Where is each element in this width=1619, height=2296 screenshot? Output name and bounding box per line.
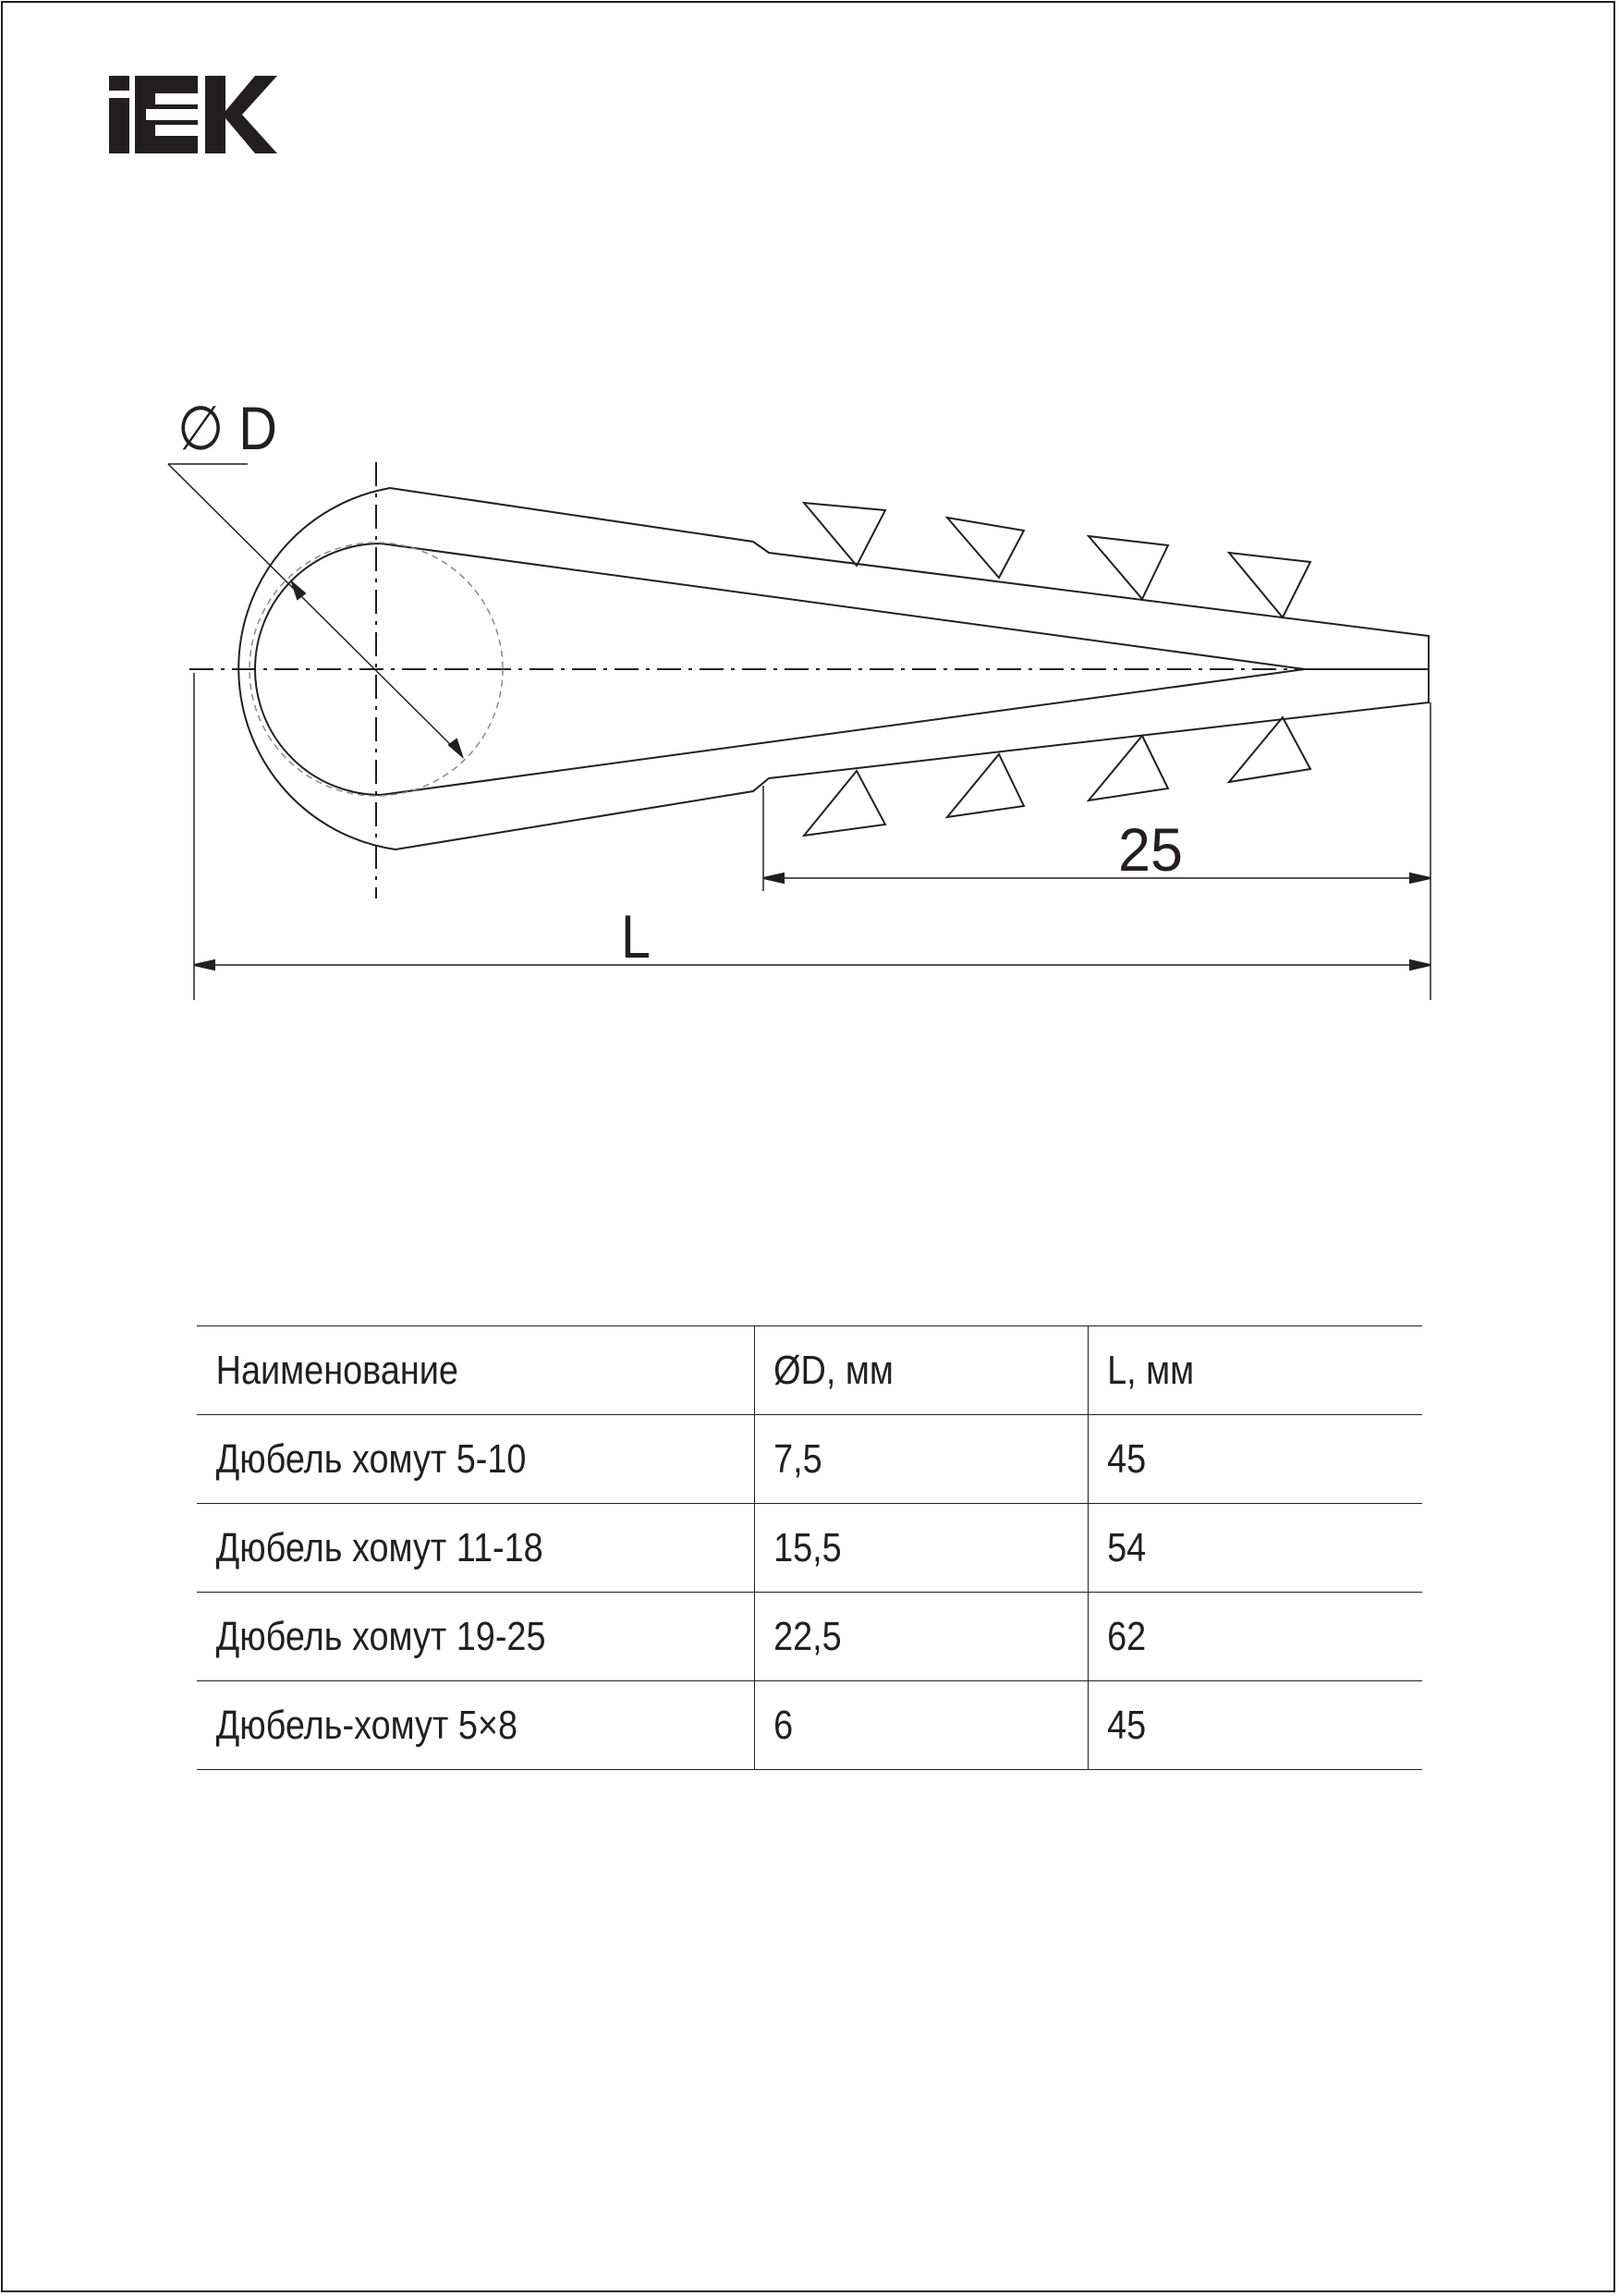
- barb-top-2: [947, 518, 1024, 578]
- table-header-row: [197, 1326, 1422, 1415]
- cell-length: 62: [1088, 1593, 1375, 1681]
- cell-diameter: 15,5: [754, 1504, 1041, 1593]
- grip-arrow-right: [1410, 873, 1430, 883]
- cell-name: Дюбель хомут 11-18: [197, 1504, 676, 1593]
- barb-bottom-4: [1229, 717, 1310, 782]
- header-diameter: ØD, мм: [754, 1326, 1041, 1415]
- dowel-clamp-drawing: [0, 0, 1619, 1035]
- header-length: L, мм: [1088, 1326, 1375, 1415]
- barb-top-4: [1229, 553, 1310, 617]
- barb-bottom-1: [804, 771, 885, 836]
- length-label: L: [621, 902, 651, 971]
- spec-table: [197, 1325, 1422, 1770]
- barb-bottom-3: [1089, 736, 1168, 800]
- barb-top-1: [804, 503, 885, 566]
- barb-bottom-2: [947, 754, 1024, 817]
- diameter-arrow-bottom: [449, 739, 462, 756]
- grip-length-label: 25: [1118, 815, 1183, 884]
- table-row: [197, 1681, 1422, 1770]
- barb-top-3: [1089, 536, 1168, 599]
- cell-length: 45: [1088, 1681, 1375, 1770]
- cell-diameter: 7,5: [754, 1415, 1041, 1504]
- length-arrow-left: [194, 960, 214, 970]
- grip-arrow-left: [763, 873, 784, 883]
- cell-diameter: 22,5: [754, 1593, 1041, 1681]
- cell-name: Дюбель хомут 5-10: [197, 1415, 676, 1504]
- table-row: [197, 1415, 1422, 1504]
- cell-length: 54: [1088, 1504, 1375, 1593]
- length-arrow-right: [1410, 960, 1430, 970]
- cell-name: Дюбель-хомут 5×8: [197, 1681, 676, 1770]
- table-row: [197, 1504, 1422, 1593]
- diameter-label: ∅ D: [177, 394, 277, 462]
- table-row: [197, 1593, 1422, 1681]
- cell-diameter: 6: [754, 1681, 1041, 1770]
- header-name: Наименование: [197, 1326, 676, 1415]
- cell-length: 45: [1088, 1415, 1375, 1504]
- diameter-arrow-top: [292, 582, 305, 599]
- cell-name: Дюбель хомут 19-25: [197, 1593, 676, 1681]
- diameter-leader-line: [168, 464, 462, 756]
